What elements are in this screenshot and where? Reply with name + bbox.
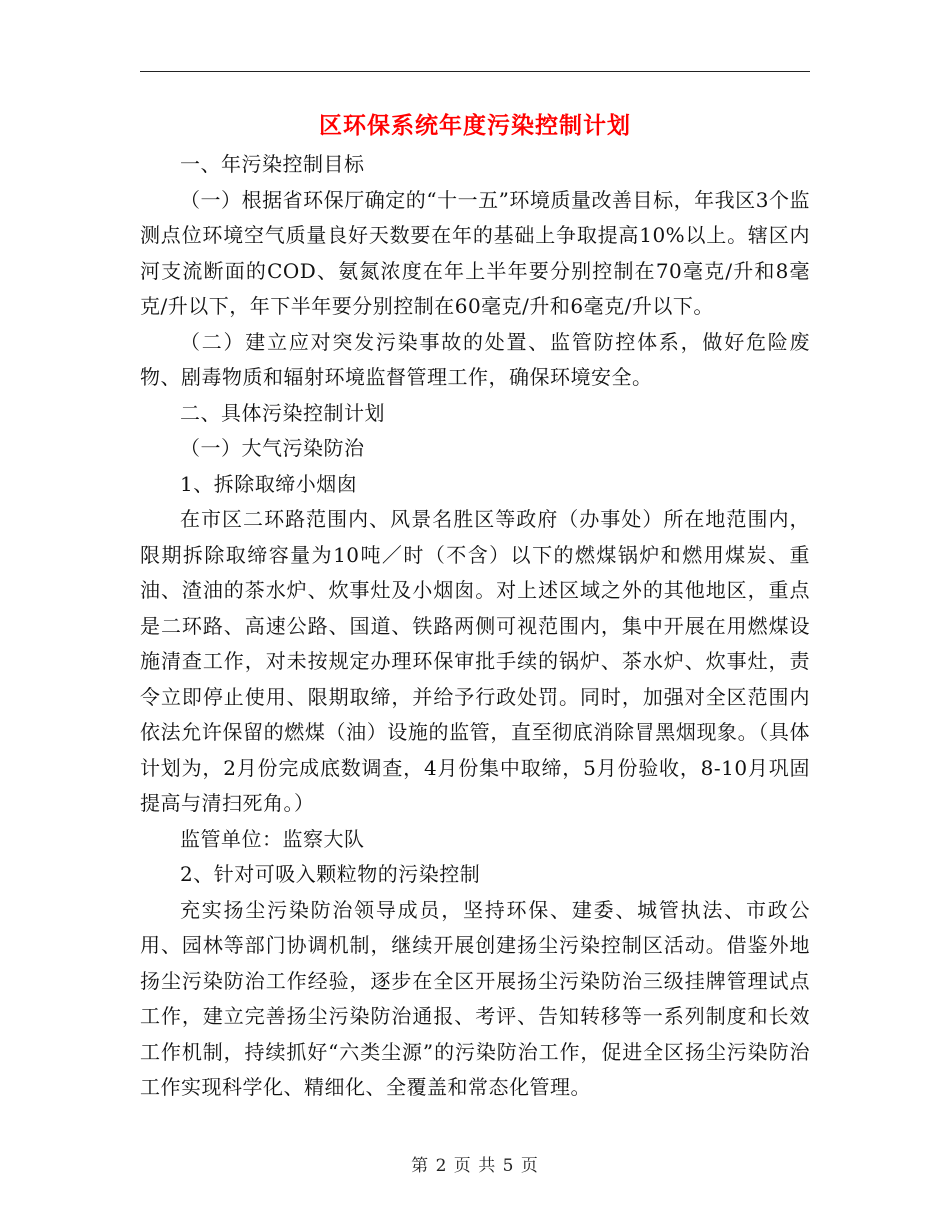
paragraph-particulates: 充实扬尘污染防治领导成员，坚持环保、建委、城管执法、市政公用、园林等部门协调机制，继续开展创建扬尘污染控制区活动。借鉴外地扬尘污染防治工作经验，逐步在全区开展扬尘污染防治三级挂牌管理试点工作，建立完善扬尘污染防治通报、考评、告知转移等一系列制度和长效工作机制，持续抓好“六类尘源”的污染防治工作，促进全区扬尘污染防治工作实现科学化、精细化、全覆盖和常态化管理。 [140,897,810,1099]
item-heading-particulates: 2、针对可吸入颗粒物的污染控制 [180,862,481,886]
document-body [140,147,810,1106]
subsection-heading-air: （一）大气污染防治 [180,436,365,460]
section-heading-plan: 二、具体污染控制计划 [180,400,385,425]
header-rule [140,71,810,72]
supervising-unit: 监管单位：监察大队 [180,826,365,851]
paragraph-goal-2: （二）建立应对突发污染事故的处置、监管防控体系，做好危险废物、剧毒物质和辐射环境监督管理工作，确保环境安全。 [140,329,810,389]
paragraph-goal-1: （一）根据省环保厅确定的“十一五”环境质量改善目标，年我区3个监测点位环境空气质量良好天数要在年的基础上争取提高10%以上。辖区内河支流断面的COD、氨氮浓度在年上半年要分别控制在70毫克/升和8毫克/升以下，年下半年要分别控制在60毫克/升和6毫克/升以下。 [140,187,810,318]
page-number-footer: 第 2 页 共 5 页 [411,1156,539,1176]
item-heading-chimneys: 1、拆除取缔小烟囱 [180,471,358,496]
paragraph-chimneys: 在市区二环路范围内、风景名胜区等政府（办事处）所在地范围内，限期拆除取缔容量为10吨／时（不含）以下的燃煤锅炉和燃用煤炭、重油、渣油的茶水炉、炊事灶及小烟囱。对上述区域之外的其他地区，重点是二环路、高速公路、国道、铁路两侧可视范围内，集中开展在用燃煤设施清查工作，对未按规定办理环保审批手续的锅炉、茶水炉、炊事灶，责令立即停止使用、限期取缔，并给予行政处罚。同时，加强对全区范围内依法允许保留的燃煤（油）设施的监管，直至彻底消除冒黑烟现象。（具体计划为，2月份完成底数调查，4月份集中取缔，5月份验收，8-10月巩固提高与清扫死角。） [140,507,810,815]
document-title: 区环保系统年度污染控制计划 [319,112,631,139]
section-heading-goals: 一、年污染控制目标 [180,152,365,176]
